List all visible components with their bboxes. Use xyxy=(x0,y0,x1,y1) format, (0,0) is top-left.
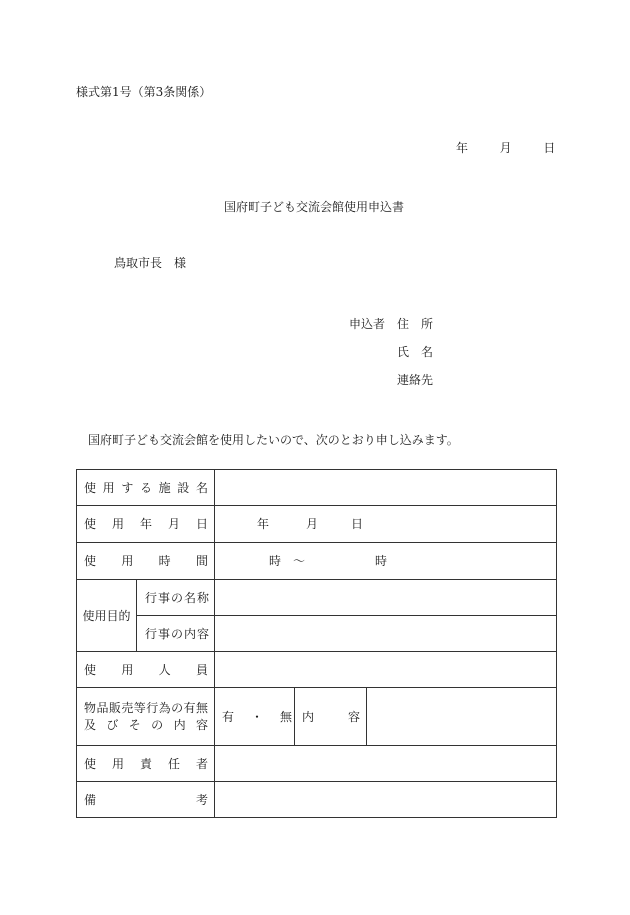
time-field[interactable] xyxy=(215,543,557,580)
facility-field[interactable] xyxy=(215,470,557,506)
use-day-label: 日 xyxy=(351,517,364,531)
sales-field xyxy=(215,688,557,746)
manager-field[interactable] xyxy=(215,746,557,782)
addressee: 鳥取市長 様 xyxy=(114,256,187,270)
use-year-label: 年 xyxy=(257,517,270,531)
people-label: 使 用 人 員 xyxy=(77,652,215,688)
time-to-label: 時 xyxy=(375,554,388,568)
manager-label: 使 用 責 任 者 xyxy=(77,746,215,782)
event-content-label: 行 事 の 内 容 xyxy=(137,616,215,652)
event-content-field[interactable] xyxy=(215,616,557,652)
people-field[interactable] xyxy=(215,652,557,688)
date-field[interactable] xyxy=(215,506,557,543)
row-facility xyxy=(77,470,557,506)
use-month-label: 月 xyxy=(306,517,319,531)
row-purpose-name xyxy=(77,580,557,616)
date-day-label: 日 xyxy=(543,141,556,155)
document-title: 国府町子ども交流会館使用申込書 xyxy=(224,200,405,214)
date-line xyxy=(456,141,555,155)
event-name-field[interactable] xyxy=(215,580,557,616)
form-number: 様式第1号（第3条関係） xyxy=(76,85,212,99)
row-remarks xyxy=(77,782,557,818)
applicant-address-label: 住 所 xyxy=(397,317,434,331)
intro-sentence: 国府町子ども交流会館を使用したいので、次のとおり申し込みます。 xyxy=(88,433,459,447)
applicant-name-label: 氏 名 xyxy=(397,345,434,359)
sales-yes-no[interactable]: 有 ・ 無 xyxy=(215,688,295,745)
row-time xyxy=(77,543,557,580)
row-manager xyxy=(77,746,557,782)
date-year-label: 年 xyxy=(456,141,469,155)
row-date xyxy=(77,506,557,543)
applicant-contact-label: 連絡先 xyxy=(397,373,434,387)
time-tilde: 〜 xyxy=(293,554,306,568)
date-label: 使 用 年 月 日 xyxy=(77,506,215,543)
sales-content-label: 内 容 xyxy=(295,688,367,745)
event-name-label: 行 事 の 名 称 xyxy=(137,580,215,616)
row-purpose-content xyxy=(77,616,557,652)
applicant-label: 申込者 xyxy=(349,317,386,331)
application-table xyxy=(76,469,557,818)
date-month-label: 月 xyxy=(499,141,512,155)
row-sales xyxy=(77,688,557,746)
remarks-field[interactable] xyxy=(215,782,557,818)
time-label: 使 用 時 間 xyxy=(77,543,215,580)
remarks-label: 備 考 xyxy=(77,782,215,818)
time-from-label: 時 xyxy=(269,554,282,568)
purpose-label: 使用目的 xyxy=(77,580,137,652)
facility-label: 使 用 す る 施 設 名 xyxy=(77,470,215,506)
sales-label: 物 品 販 売 等 行 為 の 有 無 及 び そ の 内 容 xyxy=(77,688,215,746)
row-people xyxy=(77,652,557,688)
sales-content-field[interactable] xyxy=(367,688,556,745)
